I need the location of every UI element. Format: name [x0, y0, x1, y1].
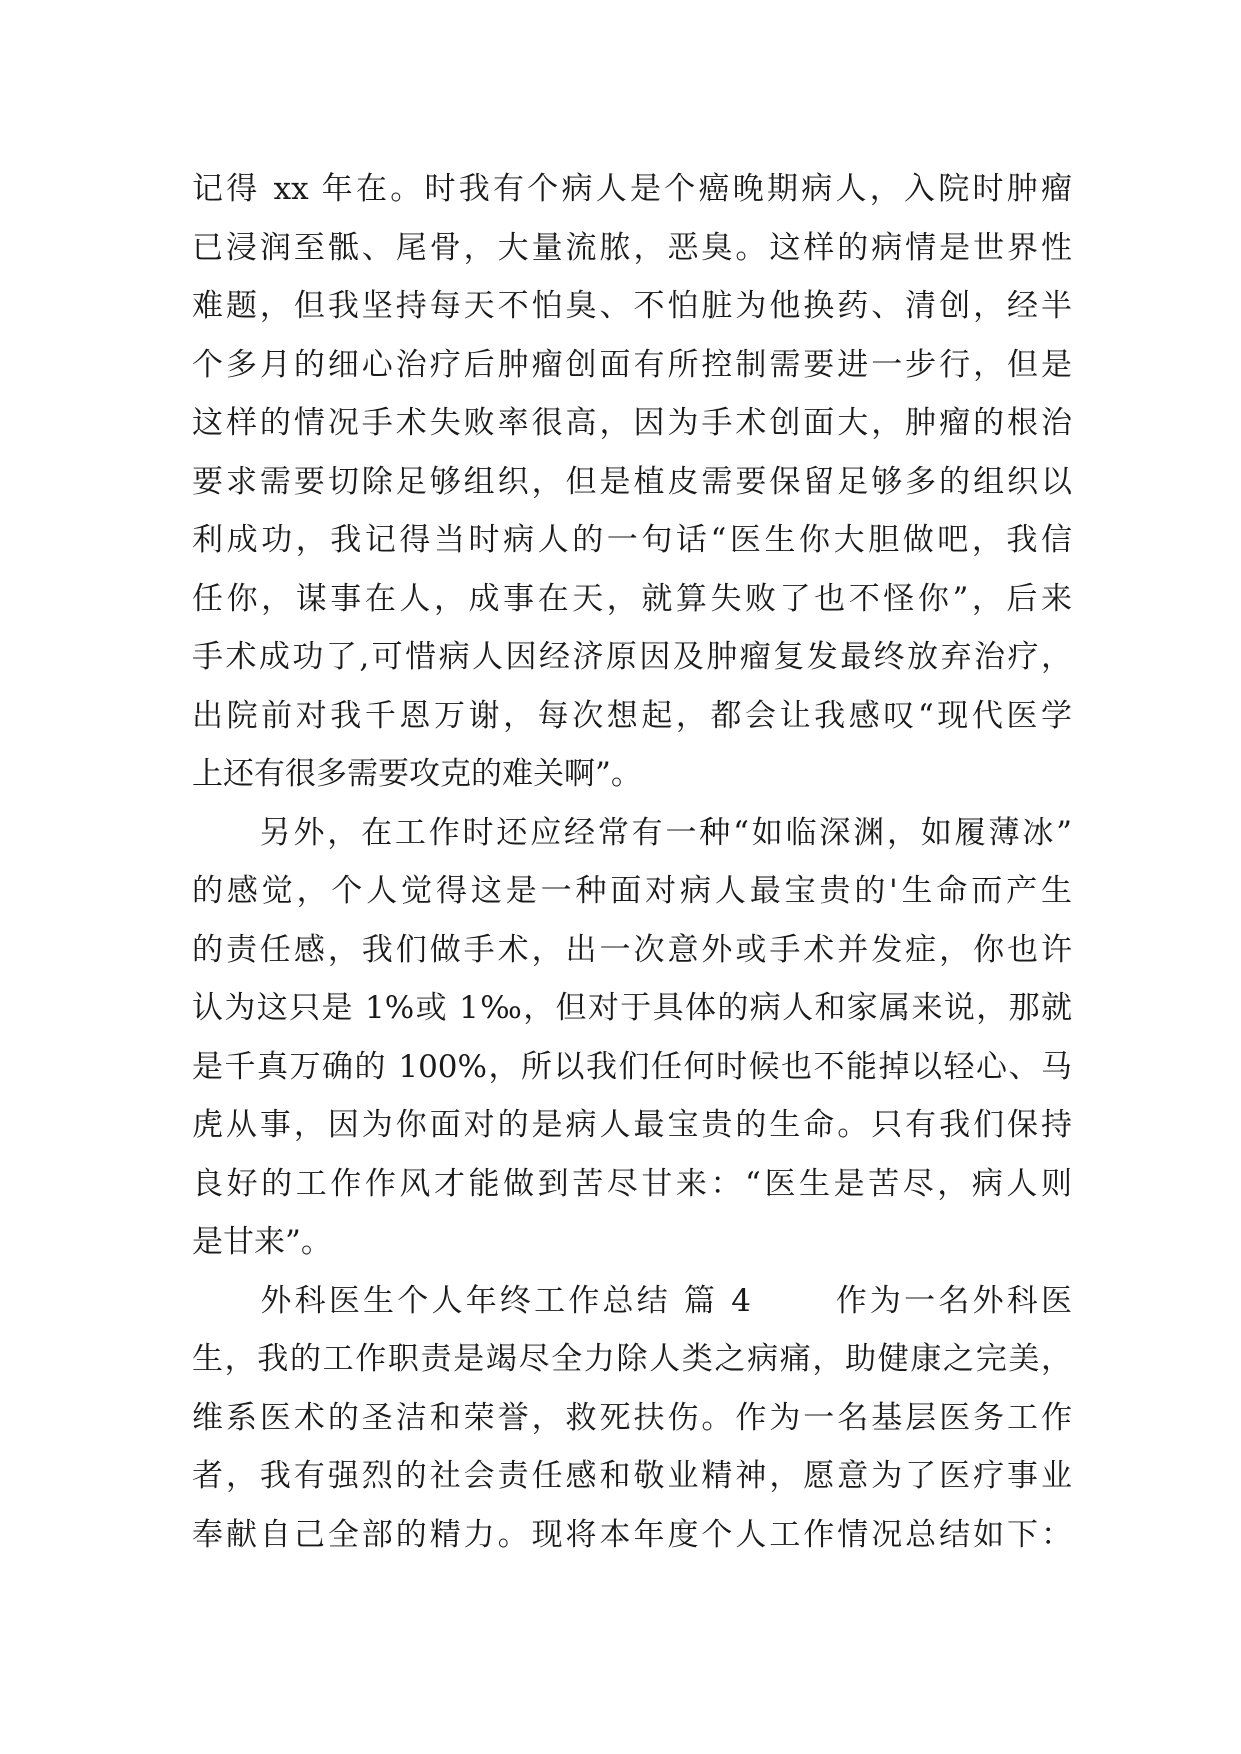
text-line: 认为这只是 1%或 1‰，但对于具体的病人和家属来说，那就 — [192, 990, 1072, 1026]
text-line: 手术成功了,可惜病人因经济原因及肿瘤复发最终放弃治疗， — [192, 639, 1072, 675]
text-line: 奉献自己全部的精力。现将本年度个人工作情况总结如下： — [192, 1516, 1072, 1553]
text-line: 虎从事，因为你面对的是病人最宝贵的生命。只有我们保持 — [192, 1107, 1072, 1143]
text-line: 个多月的细心治疗后肿瘤创面有所控制需要进一步行，但是 — [192, 346, 1072, 383]
text-line: 任你，谋事在人，成事在天，就算失败了也不怪你”，后来 — [192, 580, 1072, 617]
text-line: 上还有很多需要攻克的难关啊”。 — [192, 756, 642, 792]
text-line: 的感觉，个人觉得这是一种面对病人最宝贵的'生命而产生 — [192, 873, 1072, 909]
text-line: 良好的工作作风才能做到苦尽甘来：“医生是苦尽，病人则 — [192, 1165, 1072, 1202]
text-line: 是甘来”。 — [192, 1224, 332, 1260]
text-line: 利成功，我记得当时病人的一句话“医生你大胆做吧，我信 — [192, 522, 1072, 558]
text-line: 记得 xx 年在。时我有个病人是个癌晚期病人，入院时肿瘤 — [192, 171, 1072, 207]
section-heading-line: 外科医生个人年终工作总结 篇 4 作为一名外科医 — [192, 1282, 1072, 1319]
text-line: 已浸润至骶、尾骨，大量流脓，恶臭。这样的病情是世界性 — [192, 229, 1072, 266]
text-line: 者，我有强烈的社会责任感和敬业精神，愿意为了医疗事业 — [192, 1458, 1072, 1494]
text-line: 另外，在工作时还应经常有一种“如临深渊，如履薄冰” — [192, 814, 1072, 851]
text-line: 是千真万确的 100%，所以我们任何时候也不能掉以轻心、马 — [192, 1048, 1072, 1085]
text-line: 生，我的工作职责是竭尽全力除人类之病痛，助健康之完美， — [192, 1341, 1072, 1377]
text-line: 维系医术的圣洁和荣誉，救死扶伤。作为一名基层医务工作 — [192, 1399, 1072, 1436]
text-line: 出院前对我千恩万谢，每次想起，都会让我感叹“现代医学 — [192, 697, 1072, 734]
text-line: 这样的情况手术失败率很高，因为手术创面大，肿瘤的根治 — [192, 405, 1072, 441]
body-text — [192, 160, 1072, 1564]
text-line: 要求需要切除足够组织，但是植皮需要保留足够多的组织以 — [192, 463, 1072, 500]
text-line: 难题，但我坚持每天不怕臭、不怕脏为他换药、清创，经半 — [192, 288, 1072, 324]
text-line: 的责任感，我们做手术，出一次意外或手术并发症，你也许 — [192, 931, 1072, 968]
